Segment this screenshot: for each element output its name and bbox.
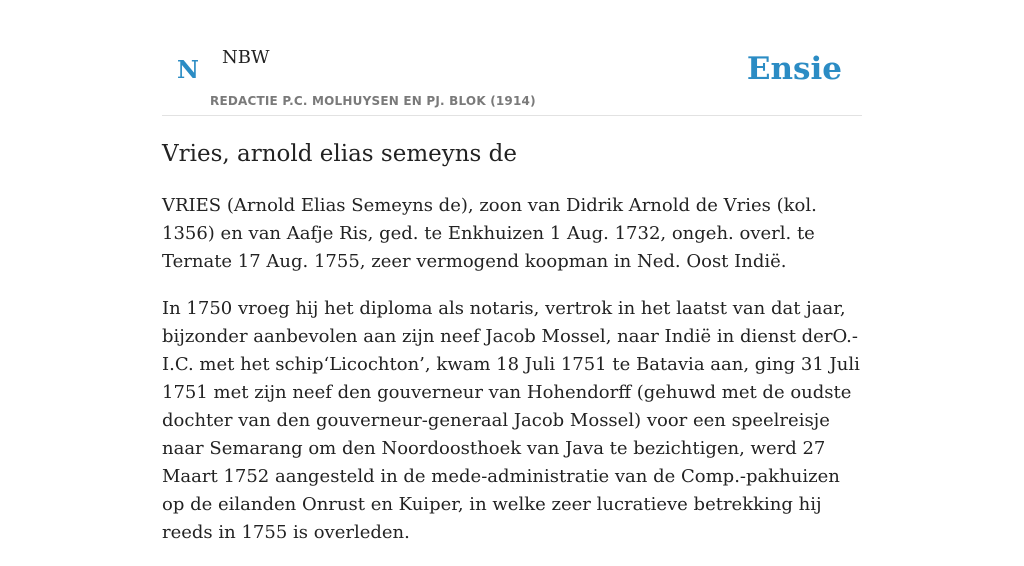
brand-logo[interactable]: Ensie xyxy=(746,51,842,87)
article-paragraph: VRIES (Arnold Elias Semeyns de), zoon van Didrik Arnold de Vries (kol. 1356) en van Aafje Ris, ged. te Enkhuizen 1 Aug. 1732, ongeh. overl. te Ternate 17 Aug. 1755, zeer vermogend koopman in Ned. Oost Indië. xyxy=(162,195,817,272)
source-name[interactable]: NBW xyxy=(222,47,270,68)
source-logo-icon[interactable]: N xyxy=(177,55,199,84)
article-body xyxy=(162,192,862,566)
source-subtitle: REDACTIE P.C. MOLHUYSEN EN PJ. BLOK (1914) xyxy=(210,94,536,108)
article-paragraph: In 1750 vroeg hij het diploma als notaris, vertrok in het laatst van dat jaar, bijzonder aanbevolen aan zijn neef Jacob Mossel, naar Indië in dienst derO.-I.C. met het schip‘Licochton’, kwam 18 Juli 1751 te Batavia aan, ging 31 Juli 1751 met zijn neef den gouverneur van Hohendorff (gehuwd met de oudste dochter van den gouverneur-generaal Jacob Mossel) voor een speelreisje naar Semarang om den Noordoosthoek van Java te bezichtigen, werd 27 Maart 1752 aangesteld in de mede-administratie van de Comp.-pakhuizen op de eilanden Onrust en Kuiper, in welke zeer lucratieve betrekking hij reeds in 1755 is overleden. xyxy=(162,298,860,543)
article-title: Vries, arnold elias semeyns de xyxy=(162,141,517,167)
header xyxy=(162,0,862,116)
